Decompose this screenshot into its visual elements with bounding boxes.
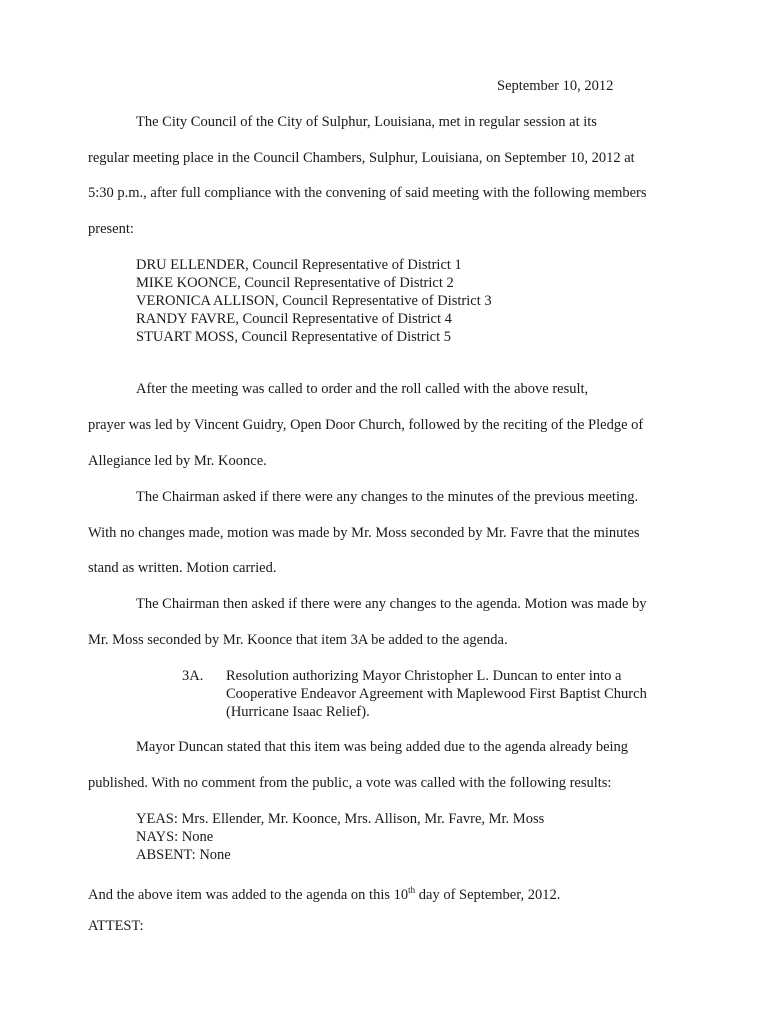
roll-call-line-1: After the meeting was called to order and the roll called with the above result, [136,381,589,397]
document-date: September 10, 2012 [497,78,614,94]
closing-superscript: th [408,885,416,895]
attest-label: ATTEST: [88,918,144,934]
minutes-line-2: With no changes made, motion was made by Mr. Moss seconded by Mr. Favre that the minutes [88,525,640,541]
agenda-line-1: The Chairman then asked if there were any changes to the agenda. Motion was made by [136,596,647,612]
mayor-line-2: published. With no comment from the public, a vote was called with the following results: [88,775,612,791]
mayor-line-1: Mayor Duncan stated that this item was being added due to the agenda already being [136,739,629,755]
intro-line-3: 5:30 p.m., after full compliance with the convening of said meeting with the following members [88,185,647,201]
member-line-5: STUART MOSS, Council Representative of District 5 [136,329,452,345]
roll-call-line-3: Allegiance led by Mr. Koonce. [88,453,267,469]
roll-call-line-2: prayer was led by Vincent Guidry, Open Door Church, followed by the reciting of the Pledge of [88,417,644,433]
member-line-3: VERONICA ALLISON, Council Representative of District 3 [136,293,492,309]
member-line-4: RANDY FAVRE, Council Representative of District 4 [136,311,452,327]
agenda-item-line-1: Resolution authorizing Mayor Christopher L. Duncan to enter into a [226,668,622,684]
intro-line-1: The City Council of the City of Sulphur, Louisiana, met in regular session at its [136,114,597,130]
agenda-item-number: 3A. [182,668,204,684]
agenda-item-line-3: (Hurricane Isaac Relief). [226,704,370,720]
closing-line [88,881,560,904]
minutes-line-1: The Chairman asked if there were any changes to the minutes of the previous meeting. [136,489,639,505]
intro-line-2: regular meeting place in the Council Chambers, Sulphur, Louisiana, on September 10, 2012 at [88,150,635,166]
agenda-item-line-2: Cooperative Endeavor Agreement with Maplewood First Baptist Church [226,686,647,702]
member-line-1: DRU ELLENDER, Council Representative of District 1 [136,257,462,273]
member-line-2: MIKE KOONCE, Council Representative of District 2 [136,275,454,291]
closing-text-after: day of September, 2012. [415,886,561,903]
agenda-line-2: Mr. Moss seconded by Mr. Koonce that item 3A be added to the agenda. [88,632,508,648]
minutes-line-3: stand as written. Motion carried. [88,560,277,576]
vote-nays: NAYS: None [136,829,214,845]
vote-absent: ABSENT: None [136,847,231,863]
vote-yeas: YEAS: Mrs. Ellender, Mr. Koonce, Mrs. Allison, Mr. Favre, Mr. Moss [136,811,545,827]
intro-line-4: present: [88,221,134,237]
closing-text-before: And the above item was added to the agenda on this 10 [88,886,409,903]
